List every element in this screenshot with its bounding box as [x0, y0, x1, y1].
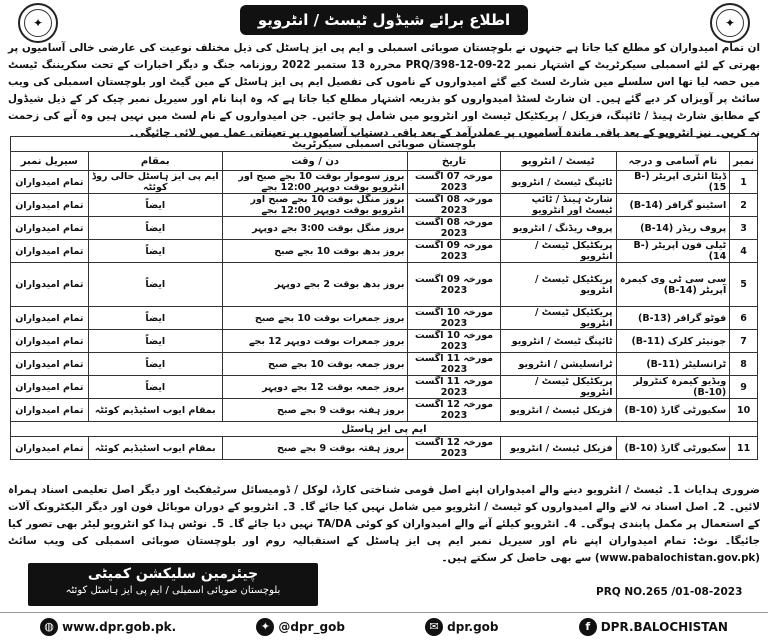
cell-test: پریکٹیکل ٹیسٹ / انٹرویو — [500, 240, 616, 263]
cell-post: جونیئر کلرک (B-11) — [616, 330, 730, 353]
cell-no: 3 — [730, 217, 758, 240]
group-assembly-secretariat: بلوچستان صوبائی اسمبلی سیکرٹریٹ — [11, 137, 758, 152]
cell-post: سکیورٹی گارڈ (B-10) — [616, 437, 730, 460]
header-serial: سیریل نمبر — [11, 152, 89, 171]
advert-reference: PRQ/398-12-09-22 — [405, 59, 511, 71]
table-row — [11, 240, 758, 263]
assembly-seal-logo: ✦ — [710, 3, 750, 43]
header-post: نام آسامی و درجہ — [616, 152, 730, 171]
cell-date: مورخہ 11 اگست 2023 — [408, 376, 500, 399]
table-row — [11, 353, 758, 376]
cell-serial: تمام امیدواران — [11, 307, 89, 330]
header-venue: بمقام — [88, 152, 222, 171]
cell-test: فزیکل ٹیسٹ / انٹرویو — [500, 437, 616, 460]
cell-no: 1 — [730, 171, 758, 194]
table-row — [11, 376, 758, 399]
cell-time: بروز جمعہ بوقت 10 بجے صبح — [222, 353, 408, 376]
cell-date: مورخہ 10 اگست 2023 — [408, 307, 500, 330]
schedule-table — [10, 136, 758, 460]
footer-web[interactable] — [40, 618, 176, 636]
cell-date: مورخہ 07 اگست 2023 — [408, 171, 500, 194]
cell-venue: بمقام ایوب اسٹیڈیم کوئٹہ — [88, 437, 222, 460]
page-title: اطلاع برائے شیڈول ٹیسٹ / انٹرویو — [240, 5, 528, 35]
cell-time: بروز ہفتہ بوقت 9 بجے صبح — [222, 437, 408, 460]
footer-web-text: www.dpr.gob.pk. — [62, 619, 177, 634]
assembly-website-link[interactable]: (www.pabalochistan.gov.pk) — [594, 552, 760, 564]
footer-twitter-text: @dpr_gob — [278, 619, 345, 634]
cell-test: پریکٹیکل ٹیسٹ / انٹرویو — [500, 376, 616, 399]
table-row — [11, 263, 758, 307]
table-row — [11, 217, 758, 240]
header-test: ٹیسٹ / انٹرویو — [500, 152, 616, 171]
cell-test: شارٹ ہینڈ / ٹائپ ٹیسٹ اور انٹرویو — [500, 194, 616, 217]
cell-date: مورخہ 08 اگست 2023 — [408, 194, 500, 217]
cell-no: 2 — [730, 194, 758, 217]
table-row — [11, 307, 758, 330]
cell-serial: تمام امیدواران — [11, 171, 89, 194]
cell-date: مورخہ 12 اگست 2023 — [408, 437, 500, 460]
footer-facebook[interactable] — [579, 618, 728, 636]
cell-no: 8 — [730, 353, 758, 376]
cell-no: 6 — [730, 307, 758, 330]
instructions-text: ضروری ہدایات 1۔ ٹیسٹ / انٹرویو دینے والے امیدواران اپنے اصل قومی شناختی کارڈ، لوکل / ڈومیسائل سرٹیفکیٹ اور دیگر اصل تعلیمی اسناد ہمراہ لائیں۔ 2۔ اصل اسناد نہ لانے والے امیدواروں کو ٹیسٹ / انٹرویو میں شامل نہیں کیا جائے گا۔ 3۔ انٹرویو کے دوران موبائل فون اور دیگر الیکٹرونک آلات کے استعمال پر مکمل پابندی ہوگی۔ 4۔ انٹرویو کیلئے آنے والے امیدواران کو کوئی TA/DA نہیں دیا جائے گا۔ 5۔ نوٹس ہذا کو انٹرویو لیٹر بھی تصور کیا جائیگا۔ نوٹ: تمام امیدواران اپنے نام اور سیریل نمبر ایم پی ایز ہاسٹل کے استقبالیہ روم اور بلوچستان صوبائی اسمبلی کی ویب سائٹ — [8, 484, 761, 547]
header — [0, 0, 768, 44]
cell-post: ویڈیو کیمرہ کنٹرولر (B-10) — [616, 376, 730, 399]
cell-time: بروز بدھ بوقت 10 بجے صبح — [222, 240, 408, 263]
cell-post: فوٹو گرافر (B-13) — [616, 307, 730, 330]
header-time: دن / وقت — [222, 152, 408, 171]
cell-no: 4 — [730, 240, 758, 263]
prq-number: PRQ NO.265 /01-08-2023 — [596, 586, 743, 598]
table-row — [11, 437, 758, 460]
cell-date: مورخہ 11 اگست 2023 — [408, 353, 500, 376]
cell-no: 9 — [730, 376, 758, 399]
cell-venue: ایم پی ایز ہاسٹل حالی روڈ کوئٹہ — [88, 171, 222, 194]
cell-serial: تمام امیدواران — [11, 353, 89, 376]
group-header-row — [11, 422, 758, 437]
table-row — [11, 330, 758, 353]
facebook-icon: f — [579, 618, 597, 636]
cell-serial: تمام امیدواران — [11, 217, 89, 240]
cell-test: فزیکل ٹیسٹ / انٹرویو — [500, 399, 616, 422]
intro-paragraph — [8, 40, 760, 142]
cell-test: پریکٹیکل ٹیسٹ / انٹرویو — [500, 263, 616, 307]
cell-date: مورخہ 09 اگست 2023 — [408, 263, 500, 307]
cell-date: مورخہ 12 اگست 2023 — [408, 399, 500, 422]
cell-venue: بمقام ایوب اسٹیڈیم کوئٹہ — [88, 399, 222, 422]
table-row — [11, 171, 758, 194]
cell-time: بروز منگل بوقت 10 بجے صبح اور انٹرویو بوقت دوپہر 12:00 بجے — [222, 194, 408, 217]
header-date: تاریخ — [408, 152, 500, 171]
cell-venue: ایضاً — [88, 353, 222, 376]
cell-post: سکیورٹی گارڈ (B-10) — [616, 399, 730, 422]
group-mpas-hostel: ایم پی ایز ہاسٹل — [11, 422, 758, 437]
cell-serial: تمام امیدواران — [11, 330, 89, 353]
cell-time: بروز جمعہ بوقت 12 بجے دوپہر — [222, 376, 408, 399]
cell-venue: ایضاً — [88, 376, 222, 399]
table-header-row — [11, 152, 758, 171]
cell-no: 11 — [730, 437, 758, 460]
cell-no: 10 — [730, 399, 758, 422]
cell-venue: ایضاً — [88, 217, 222, 240]
cell-post: پروف ریڈر (B-14) — [616, 217, 730, 240]
footer-bar — [0, 612, 768, 640]
footer-email[interactable] — [425, 618, 498, 636]
footer-twitter[interactable] — [256, 618, 345, 636]
cell-venue: ایضاً — [88, 240, 222, 263]
cell-post: ٹرانسلیٹر (B-11) — [616, 353, 730, 376]
instructions-paragraph — [8, 482, 760, 567]
cell-time: بروز ہفتہ بوقت 9 بجے صبح — [222, 399, 408, 422]
intro-text-2: محررہ 13 — [350, 59, 402, 71]
table-row — [11, 399, 758, 422]
cell-date: مورخہ 10 اگست 2023 — [408, 330, 500, 353]
footer-facebook-text: DPR.BALOCHISTAN — [600, 619, 728, 634]
cell-serial: تمام امیدواران — [11, 437, 89, 460]
cell-post: ٹیلی فون آپریٹر (B-14) — [616, 240, 730, 263]
cell-serial: تمام امیدواران — [11, 263, 89, 307]
cell-time: بروز بدھ بوقت 2 بجے دوپہر — [222, 263, 408, 307]
committee-signature-box — [28, 563, 318, 606]
cell-venue: ایضاً — [88, 330, 222, 353]
cell-post: اسٹینو گرافر (B-14) — [616, 194, 730, 217]
globe-icon: ◍ — [40, 618, 58, 636]
intro-text-3: ستمبر 2022 روزنامہ جنگ و دیگر اخبارات کے تحت سکریننگ ٹیسٹ میں حصہ لیا تھا اس سلسلے میں شارٹ لسٹ کیے گئے امیدواروں کے ناموں کی تفصیل ایم پی ایز ہاسٹل کے مین گیٹ اور بلوچستان اسمبلی کی ویب سائٹ پر آویزاں کر دیے گئے ہیں۔ ان شارٹ لسٹڈ امیدواروں کو بذریعہ اشتہار مطلع کیا جاتا ہے کہ وہ اپنا نام اور سیریل نمبر چیک کر کے ذیل شیڈول کے مطابق شارٹ ہینڈ / ٹائپنگ، فزیکل / پریکٹیکل ٹیسٹ اور انٹرویو میں شامل ہو جائیں۔ جن امیدواروں کے نام لسٹ میں نہیں ہیں وہ آنے کی زحمت نہ کریں۔ نیز انٹرویو کے بعد باقی ماندہ آسامیوں پر عملدرآمد کے بعد باقی دستیاب آسامیوں پر تعیناتی عمل میں لائی جائیگی۔ — [8, 59, 760, 139]
cell-serial: تمام امیدواران — [11, 399, 89, 422]
cell-time: بروز سوموار بوقت 10 بجے صبح اور انٹرویو بوقت دوپہر 12:00 بجے — [222, 171, 408, 194]
email-icon: ✉ — [425, 618, 443, 636]
cell-no: 7 — [730, 330, 758, 353]
cell-post: ڈیٹا انٹری آپریٹر (B-15) — [616, 171, 730, 194]
cell-test: ٹائپنگ ٹیسٹ / انٹرویو — [500, 330, 616, 353]
cell-post: سی سی ٹی وی کیمرہ آپریٹر (B-14) — [616, 263, 730, 307]
cell-venue: ایضاً — [88, 263, 222, 307]
committee-subheading: بلوچستان صوبائی اسمبلی / ایم پی ایز ہاسٹل کوئٹہ — [65, 585, 281, 596]
cell-time: بروز جمعرات بوقت 10 بجے صبح — [222, 307, 408, 330]
cell-serial: تمام امیدواران — [11, 194, 89, 217]
cell-venue: ایضاً — [88, 307, 222, 330]
instructions-tail: سے بھی حاصل کر سکتے ہیں۔ — [441, 552, 592, 564]
cell-date: مورخہ 08 اگست 2023 — [408, 217, 500, 240]
table-row — [11, 194, 758, 217]
footer-email-text: dpr.gob — [447, 619, 499, 634]
government-seal-logo: ✦ — [18, 3, 58, 43]
cell-serial: تمام امیدواران — [11, 240, 89, 263]
cell-test: ٹرانسلیشن / انٹرویو — [500, 353, 616, 376]
cell-test: پریکٹیکل ٹیسٹ / انٹرویو — [500, 307, 616, 330]
cell-date: مورخہ 09 اگست 2023 — [408, 240, 500, 263]
cell-test: ٹائپنگ ٹیسٹ / انٹرویو — [500, 171, 616, 194]
committee-heading: چیئرمین سلیکشن کمیٹی — [87, 566, 259, 582]
cell-test: پروف ریڈنگ / انٹرویو — [500, 217, 616, 240]
cell-venue: ایضاً — [88, 194, 222, 217]
cell-serial: تمام امیدواران — [11, 376, 89, 399]
cell-time: بروز جمعرات بوقت دوپہر 12 بجے — [222, 330, 408, 353]
group-header-row — [11, 137, 758, 152]
intro-text-1: ان تمام امیدواران کو مطلع کیا جاتا ہے جنہوں نے بلوچستان صوبائی اسمبلی و ایم پی ایز ہاسٹل کی ذیل مختلف نوعیت کی عارضی خالی آسامیوں پر بھرتی کے لئے اسمبلی سیکرٹریٹ کے اشتہار نمبر — [8, 42, 760, 71]
header-no: نمبر — [730, 152, 758, 171]
twitter-icon: ✦ — [256, 618, 274, 636]
cell-time: بروز منگل بوقت 3:00 بجے دوپہر — [222, 217, 408, 240]
cell-no: 5 — [730, 263, 758, 307]
